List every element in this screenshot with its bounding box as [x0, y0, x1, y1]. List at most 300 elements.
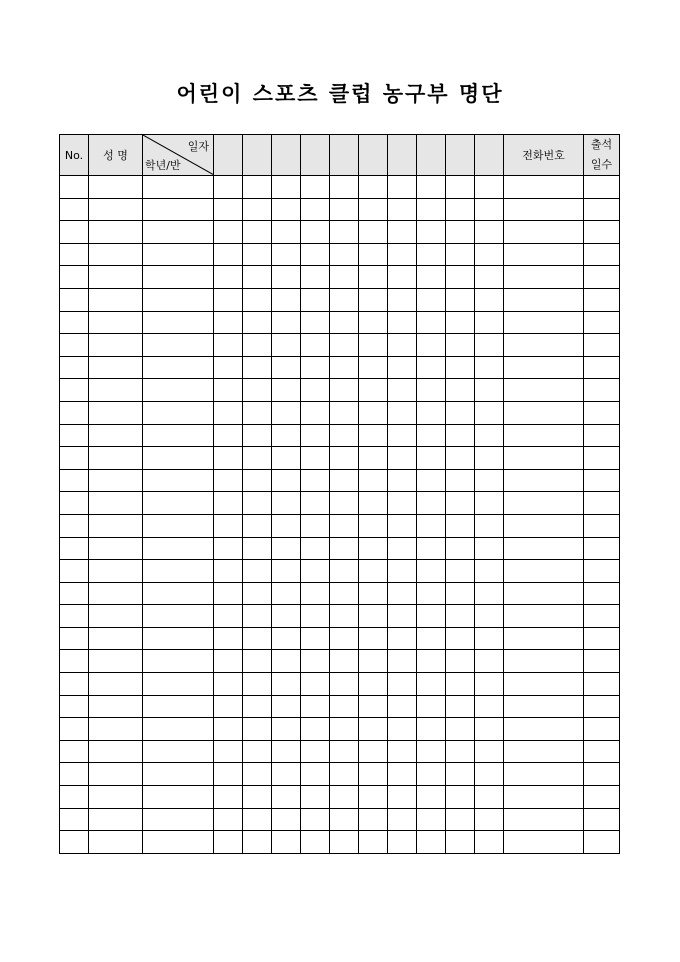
cell-date[interactable] — [272, 537, 301, 560]
cell-date[interactable] — [359, 401, 388, 424]
cell-date[interactable] — [359, 424, 388, 447]
cell-phone[interactable] — [504, 514, 584, 537]
cell-date[interactable] — [243, 221, 272, 244]
cell-date[interactable] — [446, 514, 475, 537]
cell-date[interactable] — [243, 198, 272, 221]
cell-name[interactable] — [89, 605, 143, 628]
cell-date[interactable] — [475, 492, 504, 515]
cell-date[interactable] — [417, 266, 446, 289]
cell-phone[interactable] — [504, 198, 584, 221]
cell-date[interactable] — [301, 334, 330, 357]
cell-date[interactable] — [301, 469, 330, 492]
cell-date[interactable] — [446, 266, 475, 289]
cell-date[interactable] — [359, 176, 388, 199]
cell-name[interactable] — [89, 401, 143, 424]
cell-date[interactable] — [388, 808, 417, 831]
cell-attendance[interactable] — [584, 650, 620, 673]
cell-date[interactable] — [301, 401, 330, 424]
cell-phone[interactable] — [504, 447, 584, 470]
cell-date[interactable] — [446, 560, 475, 583]
cell-name[interactable] — [89, 356, 143, 379]
cell-date[interactable] — [359, 379, 388, 402]
cell-name[interactable] — [89, 334, 143, 357]
cell-name[interactable] — [89, 560, 143, 583]
cell-date[interactable] — [417, 514, 446, 537]
cell-name[interactable] — [89, 492, 143, 515]
cell-name[interactable] — [89, 763, 143, 786]
cell-grade-class[interactable] — [143, 198, 214, 221]
cell-grade-class[interactable] — [143, 763, 214, 786]
cell-no[interactable] — [60, 786, 89, 809]
cell-date[interactable] — [214, 808, 243, 831]
cell-date[interactable] — [359, 198, 388, 221]
cell-date[interactable] — [475, 582, 504, 605]
cell-date[interactable] — [388, 198, 417, 221]
cell-grade-class[interactable] — [143, 786, 214, 809]
cell-no[interactable] — [60, 537, 89, 560]
cell-grade-class[interactable] — [143, 718, 214, 741]
cell-attendance[interactable] — [584, 447, 620, 470]
cell-no[interactable] — [60, 447, 89, 470]
cell-date[interactable] — [417, 288, 446, 311]
cell-date[interactable] — [388, 469, 417, 492]
cell-date[interactable] — [272, 379, 301, 402]
cell-date[interactable] — [359, 492, 388, 515]
cell-date[interactable] — [301, 627, 330, 650]
cell-no[interactable] — [60, 673, 89, 696]
cell-date[interactable] — [388, 356, 417, 379]
cell-date[interactable] — [417, 627, 446, 650]
cell-date[interactable] — [243, 243, 272, 266]
cell-date[interactable] — [417, 356, 446, 379]
cell-date[interactable] — [388, 379, 417, 402]
cell-date[interactable] — [417, 243, 446, 266]
cell-date[interactable] — [214, 786, 243, 809]
cell-date[interactable] — [446, 311, 475, 334]
cell-phone[interactable] — [504, 650, 584, 673]
cell-date[interactable] — [214, 514, 243, 537]
cell-date[interactable] — [359, 266, 388, 289]
cell-name[interactable] — [89, 673, 143, 696]
cell-date[interactable] — [446, 356, 475, 379]
cell-date[interactable] — [359, 808, 388, 831]
cell-grade-class[interactable] — [143, 808, 214, 831]
cell-date[interactable] — [214, 447, 243, 470]
cell-date[interactable] — [417, 718, 446, 741]
cell-date[interactable] — [301, 808, 330, 831]
cell-date[interactable] — [330, 786, 359, 809]
cell-date[interactable] — [388, 582, 417, 605]
cell-date[interactable] — [388, 650, 417, 673]
cell-date[interactable] — [359, 627, 388, 650]
cell-attendance[interactable] — [584, 673, 620, 696]
cell-attendance[interactable] — [584, 469, 620, 492]
cell-grade-class[interactable] — [143, 831, 214, 854]
cell-date[interactable] — [243, 808, 272, 831]
cell-name[interactable] — [89, 831, 143, 854]
cell-name[interactable] — [89, 311, 143, 334]
cell-no[interactable] — [60, 808, 89, 831]
cell-date[interactable] — [330, 401, 359, 424]
cell-date[interactable] — [214, 627, 243, 650]
cell-phone[interactable] — [504, 831, 584, 854]
cell-date[interactable] — [243, 266, 272, 289]
cell-date[interactable] — [330, 560, 359, 583]
cell-date[interactable] — [330, 266, 359, 289]
cell-date[interactable] — [243, 740, 272, 763]
cell-date[interactable] — [272, 401, 301, 424]
cell-no[interactable] — [60, 514, 89, 537]
cell-date[interactable] — [243, 356, 272, 379]
cell-date[interactable] — [475, 537, 504, 560]
cell-date[interactable] — [359, 786, 388, 809]
cell-date[interactable] — [417, 379, 446, 402]
cell-grade-class[interactable] — [143, 514, 214, 537]
cell-date[interactable] — [475, 786, 504, 809]
cell-attendance[interactable] — [584, 311, 620, 334]
cell-date[interactable] — [214, 582, 243, 605]
cell-date[interactable] — [301, 763, 330, 786]
cell-grade-class[interactable] — [143, 627, 214, 650]
cell-name[interactable] — [89, 695, 143, 718]
cell-grade-class[interactable] — [143, 492, 214, 515]
cell-date[interactable] — [388, 786, 417, 809]
cell-date[interactable] — [359, 447, 388, 470]
cell-phone[interactable] — [504, 469, 584, 492]
cell-grade-class[interactable] — [143, 379, 214, 402]
cell-date[interactable] — [272, 695, 301, 718]
cell-no[interactable] — [60, 695, 89, 718]
cell-date[interactable] — [359, 243, 388, 266]
cell-phone[interactable] — [504, 379, 584, 402]
cell-date[interactable] — [330, 243, 359, 266]
cell-date[interactable] — [301, 514, 330, 537]
cell-date[interactable] — [359, 673, 388, 696]
cell-name[interactable] — [89, 786, 143, 809]
cell-date[interactable] — [243, 627, 272, 650]
cell-date[interactable] — [388, 831, 417, 854]
cell-name[interactable] — [89, 198, 143, 221]
cell-grade-class[interactable] — [143, 650, 214, 673]
cell-date[interactable] — [417, 650, 446, 673]
cell-no[interactable] — [60, 627, 89, 650]
cell-date[interactable] — [243, 718, 272, 741]
cell-no[interactable] — [60, 198, 89, 221]
cell-date[interactable] — [214, 288, 243, 311]
cell-grade-class[interactable] — [143, 401, 214, 424]
cell-no[interactable] — [60, 401, 89, 424]
cell-date[interactable] — [330, 424, 359, 447]
cell-date[interactable] — [243, 786, 272, 809]
cell-date[interactable] — [388, 311, 417, 334]
cell-date[interactable] — [417, 492, 446, 515]
cell-date[interactable] — [446, 695, 475, 718]
cell-date[interactable] — [330, 718, 359, 741]
cell-attendance[interactable] — [584, 198, 620, 221]
cell-date[interactable] — [475, 763, 504, 786]
cell-date[interactable] — [446, 740, 475, 763]
cell-date[interactable] — [388, 401, 417, 424]
cell-date[interactable] — [475, 243, 504, 266]
cell-date[interactable] — [446, 447, 475, 470]
cell-attendance[interactable] — [584, 334, 620, 357]
cell-no[interactable] — [60, 560, 89, 583]
cell-date[interactable] — [475, 356, 504, 379]
cell-no[interactable] — [60, 763, 89, 786]
cell-date[interactable] — [417, 673, 446, 696]
cell-phone[interactable] — [504, 176, 584, 199]
cell-phone[interactable] — [504, 695, 584, 718]
cell-date[interactable] — [272, 718, 301, 741]
cell-date[interactable] — [214, 356, 243, 379]
cell-date[interactable] — [272, 514, 301, 537]
cell-no[interactable] — [60, 492, 89, 515]
cell-date[interactable] — [214, 221, 243, 244]
cell-name[interactable] — [89, 537, 143, 560]
cell-date[interactable] — [475, 605, 504, 628]
cell-date[interactable] — [330, 808, 359, 831]
cell-phone[interactable] — [504, 560, 584, 583]
cell-date[interactable] — [301, 311, 330, 334]
cell-date[interactable] — [475, 379, 504, 402]
cell-date[interactable] — [214, 831, 243, 854]
cell-date[interactable] — [417, 401, 446, 424]
cell-grade-class[interactable] — [143, 537, 214, 560]
cell-date[interactable] — [475, 560, 504, 583]
cell-date[interactable] — [417, 334, 446, 357]
cell-date[interactable] — [301, 198, 330, 221]
cell-attendance[interactable] — [584, 266, 620, 289]
cell-no[interactable] — [60, 582, 89, 605]
cell-date[interactable] — [214, 605, 243, 628]
cell-date[interactable] — [272, 627, 301, 650]
cell-date[interactable] — [475, 808, 504, 831]
cell-date[interactable] — [446, 469, 475, 492]
cell-date[interactable] — [330, 176, 359, 199]
cell-date[interactable] — [272, 673, 301, 696]
cell-date[interactable] — [301, 424, 330, 447]
cell-no[interactable] — [60, 424, 89, 447]
cell-date[interactable] — [301, 740, 330, 763]
cell-name[interactable] — [89, 514, 143, 537]
cell-date[interactable] — [301, 650, 330, 673]
cell-date[interactable] — [475, 831, 504, 854]
cell-grade-class[interactable] — [143, 266, 214, 289]
cell-date[interactable] — [359, 537, 388, 560]
cell-phone[interactable] — [504, 740, 584, 763]
cell-date[interactable] — [272, 221, 301, 244]
cell-date[interactable] — [243, 469, 272, 492]
cell-date[interactable] — [243, 492, 272, 515]
cell-attendance[interactable] — [584, 786, 620, 809]
cell-date[interactable] — [214, 560, 243, 583]
cell-date[interactable] — [359, 605, 388, 628]
cell-grade-class[interactable] — [143, 605, 214, 628]
cell-date[interactable] — [272, 808, 301, 831]
cell-date[interactable] — [359, 469, 388, 492]
cell-date[interactable] — [330, 356, 359, 379]
cell-no[interactable] — [60, 379, 89, 402]
cell-date[interactable] — [388, 266, 417, 289]
cell-date[interactable] — [214, 492, 243, 515]
cell-no[interactable] — [60, 334, 89, 357]
cell-date[interactable] — [417, 424, 446, 447]
cell-date[interactable] — [388, 447, 417, 470]
cell-date[interactable] — [272, 650, 301, 673]
cell-date[interactable] — [388, 334, 417, 357]
cell-date[interactable] — [214, 695, 243, 718]
cell-date[interactable] — [301, 266, 330, 289]
cell-date[interactable] — [446, 786, 475, 809]
cell-date[interactable] — [214, 650, 243, 673]
cell-attendance[interactable] — [584, 718, 620, 741]
cell-grade-class[interactable] — [143, 221, 214, 244]
cell-date[interactable] — [301, 537, 330, 560]
cell-date[interactable] — [417, 198, 446, 221]
cell-date[interactable] — [475, 198, 504, 221]
cell-date[interactable] — [330, 537, 359, 560]
cell-date[interactable] — [272, 266, 301, 289]
cell-date[interactable] — [272, 334, 301, 357]
cell-date[interactable] — [330, 695, 359, 718]
cell-date[interactable] — [359, 695, 388, 718]
cell-date[interactable] — [446, 176, 475, 199]
cell-phone[interactable] — [504, 311, 584, 334]
cell-name[interactable] — [89, 288, 143, 311]
cell-grade-class[interactable] — [143, 469, 214, 492]
cell-date[interactable] — [272, 740, 301, 763]
cell-date[interactable] — [330, 627, 359, 650]
cell-date[interactable] — [388, 243, 417, 266]
cell-date[interactable] — [359, 650, 388, 673]
cell-phone[interactable] — [504, 673, 584, 696]
cell-phone[interactable] — [504, 605, 584, 628]
cell-phone[interactable] — [504, 334, 584, 357]
cell-date[interactable] — [446, 401, 475, 424]
cell-date[interactable] — [475, 311, 504, 334]
cell-date[interactable] — [330, 514, 359, 537]
cell-date[interactable] — [243, 424, 272, 447]
cell-date[interactable] — [243, 831, 272, 854]
cell-no[interactable] — [60, 311, 89, 334]
cell-date[interactable] — [214, 311, 243, 334]
cell-date[interactable] — [475, 650, 504, 673]
cell-phone[interactable] — [504, 763, 584, 786]
cell-date[interactable] — [243, 311, 272, 334]
cell-grade-class[interactable] — [143, 673, 214, 696]
cell-date[interactable] — [214, 469, 243, 492]
cell-attendance[interactable] — [584, 243, 620, 266]
cell-grade-class[interactable] — [143, 560, 214, 583]
cell-date[interactable] — [359, 740, 388, 763]
cell-attendance[interactable] — [584, 560, 620, 583]
cell-date[interactable] — [417, 695, 446, 718]
cell-date[interactable] — [301, 560, 330, 583]
cell-date[interactable] — [359, 334, 388, 357]
cell-attendance[interactable] — [584, 537, 620, 560]
cell-date[interactable] — [417, 605, 446, 628]
cell-no[interactable] — [60, 650, 89, 673]
cell-date[interactable] — [388, 718, 417, 741]
cell-date[interactable] — [446, 537, 475, 560]
cell-date[interactable] — [359, 763, 388, 786]
cell-date[interactable] — [301, 492, 330, 515]
cell-date[interactable] — [417, 560, 446, 583]
cell-grade-class[interactable] — [143, 311, 214, 334]
cell-grade-class[interactable] — [143, 176, 214, 199]
cell-attendance[interactable] — [584, 605, 620, 628]
cell-date[interactable] — [330, 673, 359, 696]
cell-date[interactable] — [330, 447, 359, 470]
cell-date[interactable] — [272, 560, 301, 583]
cell-date[interactable] — [330, 582, 359, 605]
cell-date[interactable] — [359, 221, 388, 244]
cell-date[interactable] — [214, 740, 243, 763]
cell-phone[interactable] — [504, 718, 584, 741]
cell-date[interactable] — [301, 447, 330, 470]
cell-attendance[interactable] — [584, 176, 620, 199]
cell-grade-class[interactable] — [143, 424, 214, 447]
cell-date[interactable] — [272, 288, 301, 311]
cell-date[interactable] — [388, 514, 417, 537]
cell-no[interactable] — [60, 356, 89, 379]
cell-date[interactable] — [330, 311, 359, 334]
cell-date[interactable] — [475, 288, 504, 311]
cell-date[interactable] — [272, 424, 301, 447]
cell-date[interactable] — [417, 808, 446, 831]
cell-date[interactable] — [272, 311, 301, 334]
cell-date[interactable] — [301, 695, 330, 718]
cell-date[interactable] — [243, 673, 272, 696]
cell-date[interactable] — [388, 673, 417, 696]
cell-date[interactable] — [475, 740, 504, 763]
cell-date[interactable] — [388, 537, 417, 560]
cell-name[interactable] — [89, 718, 143, 741]
cell-name[interactable] — [89, 266, 143, 289]
cell-attendance[interactable] — [584, 221, 620, 244]
cell-date[interactable] — [330, 763, 359, 786]
cell-grade-class[interactable] — [143, 695, 214, 718]
cell-date[interactable] — [388, 492, 417, 515]
cell-date[interactable] — [301, 582, 330, 605]
cell-name[interactable] — [89, 379, 143, 402]
cell-date[interactable] — [330, 469, 359, 492]
cell-date[interactable] — [388, 221, 417, 244]
cell-date[interactable] — [214, 763, 243, 786]
cell-date[interactable] — [446, 650, 475, 673]
cell-attendance[interactable] — [584, 514, 620, 537]
cell-attendance[interactable] — [584, 831, 620, 854]
cell-date[interactable] — [359, 311, 388, 334]
cell-date[interactable] — [272, 469, 301, 492]
cell-date[interactable] — [243, 288, 272, 311]
cell-grade-class[interactable] — [143, 740, 214, 763]
cell-attendance[interactable] — [584, 356, 620, 379]
cell-date[interactable] — [301, 718, 330, 741]
cell-attendance[interactable] — [584, 582, 620, 605]
cell-attendance[interactable] — [584, 695, 620, 718]
cell-date[interactable] — [243, 379, 272, 402]
cell-grade-class[interactable] — [143, 243, 214, 266]
cell-date[interactable] — [359, 288, 388, 311]
cell-date[interactable] — [243, 537, 272, 560]
cell-grade-class[interactable] — [143, 334, 214, 357]
cell-date[interactable] — [417, 311, 446, 334]
cell-date[interactable] — [301, 831, 330, 854]
cell-date[interactable] — [388, 560, 417, 583]
cell-phone[interactable] — [504, 356, 584, 379]
cell-no[interactable] — [60, 176, 89, 199]
